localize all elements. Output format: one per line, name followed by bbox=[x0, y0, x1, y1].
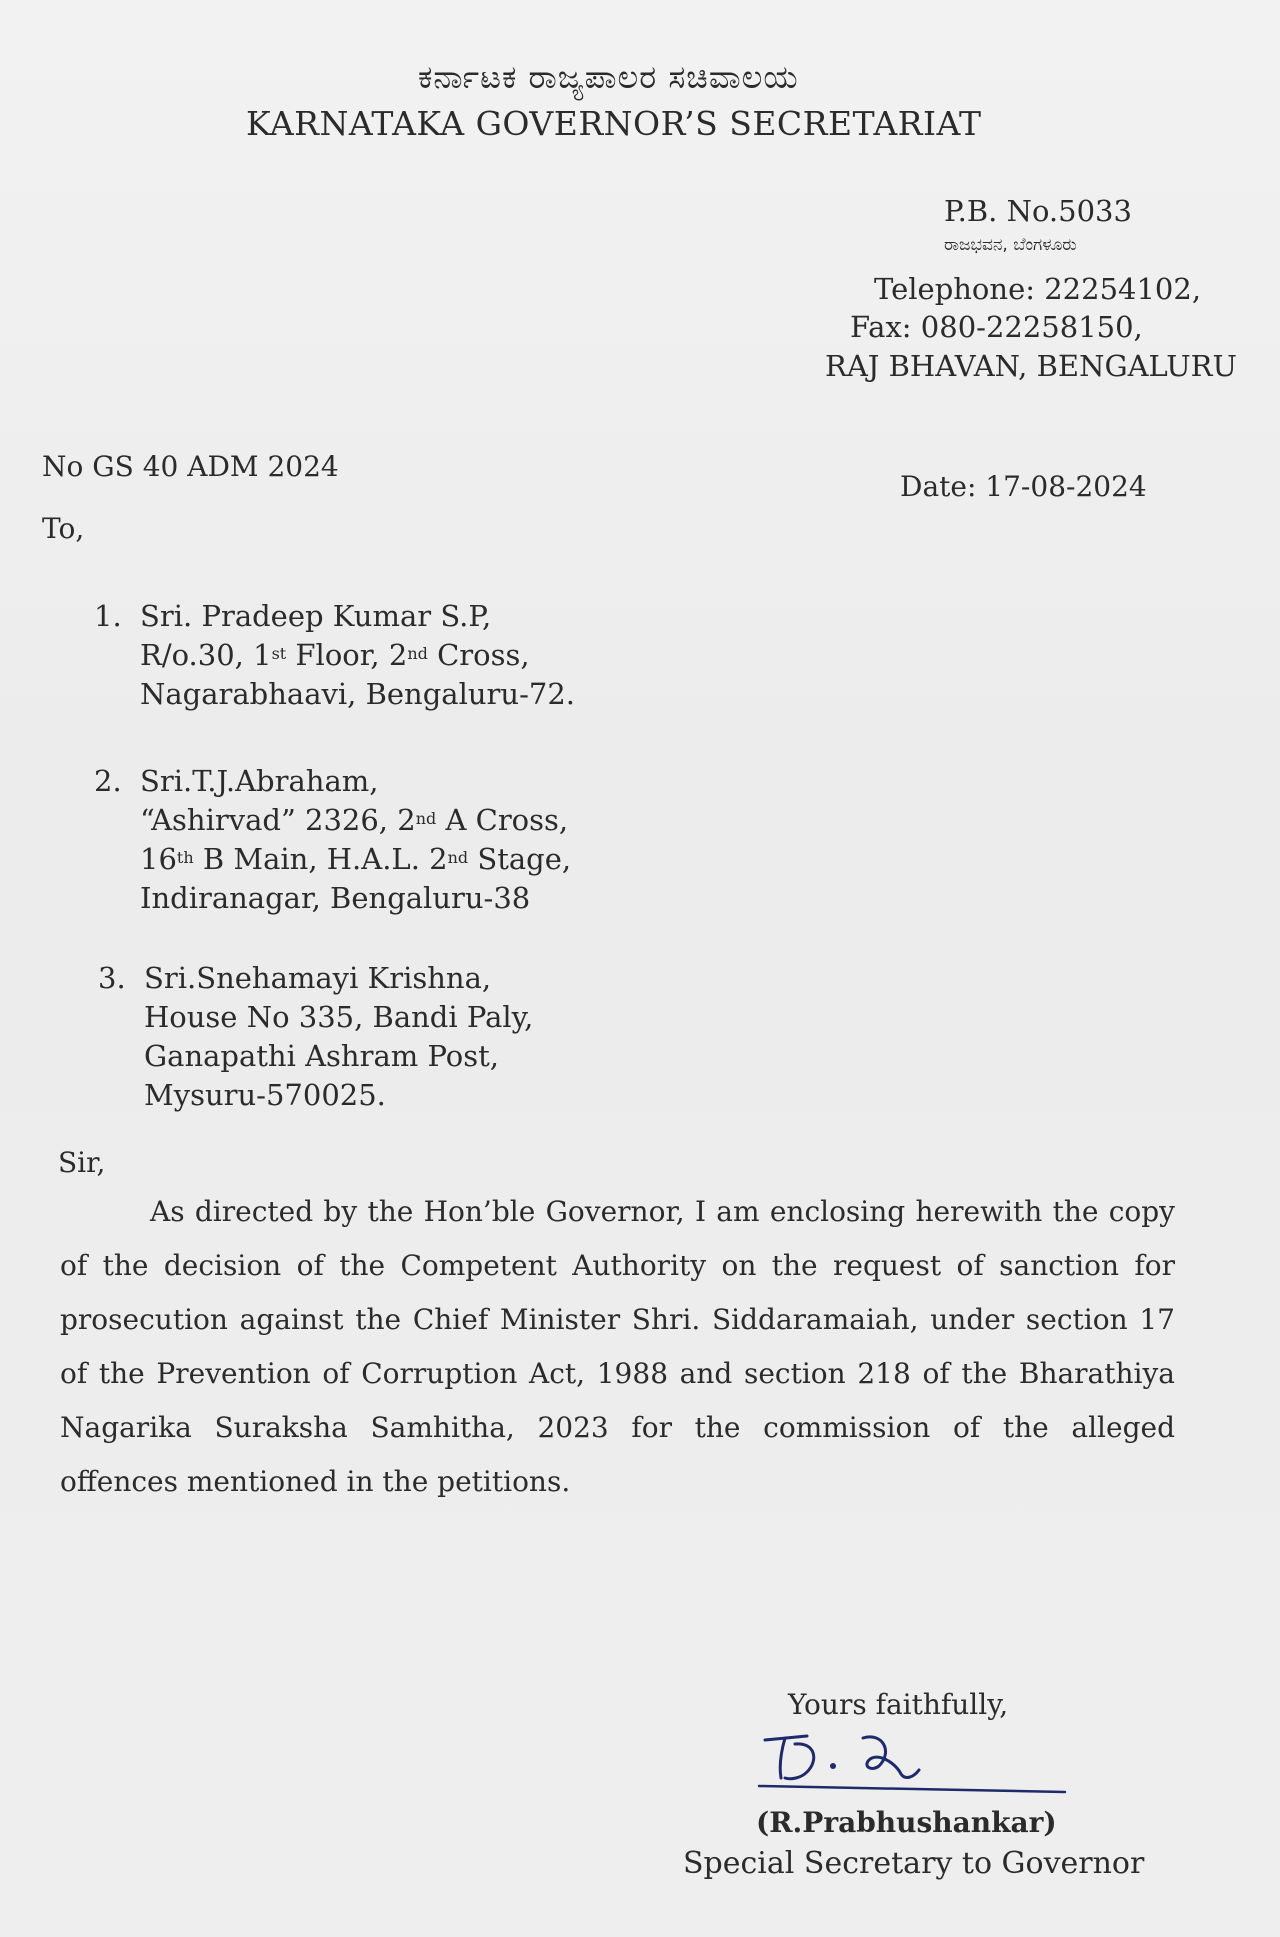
letterhead-title-english: KARNATAKA GOVERNOR’S SECRETARIAT bbox=[246, 104, 982, 143]
signature bbox=[755, 1722, 1075, 1802]
addressee-2 bbox=[94, 762, 694, 932]
addressee-number: 2. bbox=[94, 764, 122, 798]
salutation: Sir, bbox=[58, 1146, 106, 1179]
addressee-address-line: “Ashirvad” 2326, 2nd A Cross, bbox=[140, 803, 569, 837]
letter-date: Date: 17-08-2024 bbox=[900, 470, 1147, 503]
addressee-name: Sri.Snehamayi Krishna, bbox=[144, 961, 492, 995]
addressee-address-line: House No 335, Bandi Paly, bbox=[144, 1000, 534, 1034]
to-label: To, bbox=[42, 512, 85, 545]
place-kannada: ರಾಜಭವನ, ಬೆಂಗಳೂರು bbox=[944, 235, 1077, 255]
signatory-name: (R.Prabhushankar) bbox=[756, 1806, 1057, 1839]
addressee-address-line: Mysuru-570025. bbox=[144, 1078, 386, 1112]
addressee-3 bbox=[98, 959, 698, 1129]
addressee-address-line: Nagarabhaavi, Bengaluru-72. bbox=[140, 677, 575, 711]
addressee-number: 1. bbox=[94, 599, 122, 633]
addressee-address-line: R/o.30, 1st Floor, 2nd Cross, bbox=[140, 638, 530, 672]
addressee-1 bbox=[94, 597, 694, 727]
addressee-address-line: Indiranagar, Bengaluru-38 bbox=[140, 881, 531, 915]
fax-number: Fax: 080-22258150, bbox=[850, 310, 1143, 344]
signatory-designation: Special Secretary to Governor bbox=[683, 1846, 1145, 1881]
closing-yours-faithfully: Yours faithfully, bbox=[788, 1688, 1009, 1721]
addressee-name: Sri.T.J.Abraham, bbox=[140, 764, 379, 798]
letterhead-title-kannada: ಕರ್ನಾಟಕ ರಾಜ್ಯಪಾಲರ ಸಚಿವಾಲಯ bbox=[418, 58, 799, 96]
reference-number: No GS 40 ADM 2024 bbox=[42, 450, 339, 483]
telephone-number: Telephone: 22254102, bbox=[874, 272, 1202, 306]
letter-body-paragraph: As directed by the Hon’ble Governor, I am enclosing herewith the copy of the decision of the Competent Authority on the request of sanction for prosecution against the Chief Minister Shri. Siddaramaiah, under section 17 of the Prevention of Corruption Act, 1988 and section 218 of the Bharathiya Nagarika Suraksha Samhitha, 2023 for the commission of the alleged offences mentioned in the petitions. bbox=[60, 1195, 1175, 1498]
addressee-address-line: Ganapathi Ashram Post, bbox=[144, 1039, 500, 1073]
addressee-address-line: 16th B Main, H.A.L. 2nd Stage, bbox=[140, 842, 572, 876]
addressee-number: 3. bbox=[98, 961, 126, 995]
po-box-number: P.B. No.5033 bbox=[944, 194, 1132, 228]
addressee-name: Sri. Pradeep Kumar S.P, bbox=[140, 599, 492, 633]
secretariat-address: RAJ BHAVAN, BENGALURU bbox=[825, 349, 1237, 383]
